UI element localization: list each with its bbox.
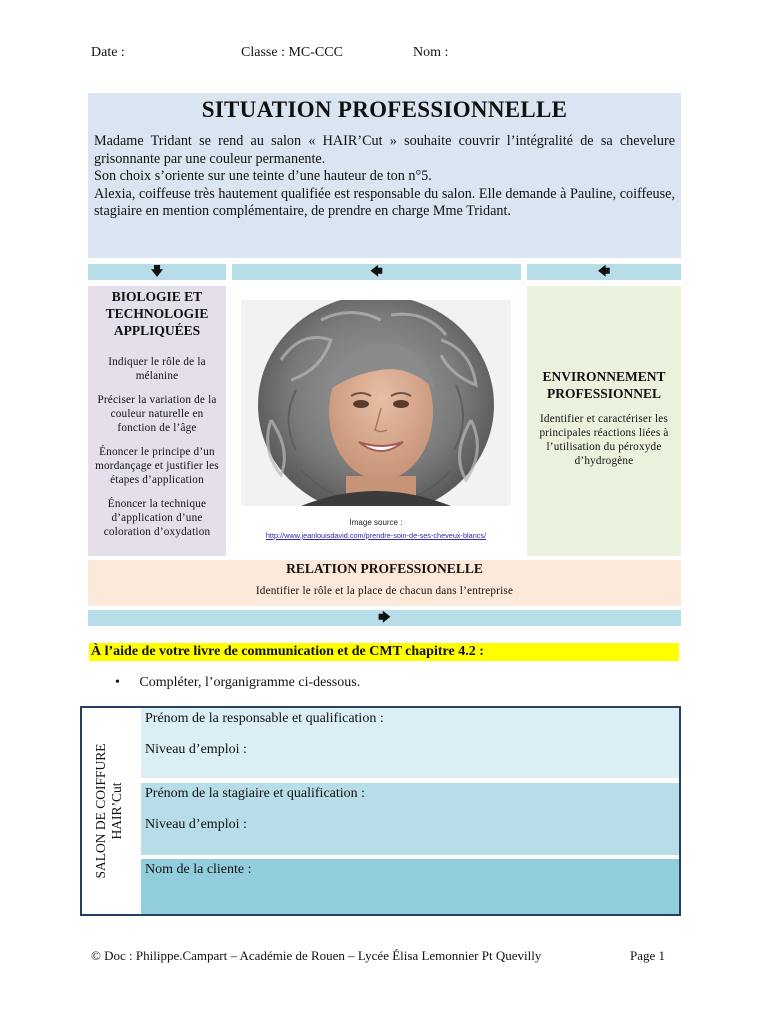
biology-box [88,286,226,556]
situation-title: SITUATION PROFESSIONNELLE [201,97,568,122]
situation-line: Son choix s’oriente sur une teinte d’une hauteur de ton n°5. [94,168,432,184]
arrow-right-bar [88,610,681,626]
org-side-label-box [82,708,136,914]
environment-box [527,286,681,556]
instruction-text: À l’aide de votre livre de communication et de CMT chapitre 4.2 : [89,643,679,661]
environment-title: ENVIRONNEMENT PROFESSIONNEL [542,369,666,401]
arrow-left-icon: 🡄 [370,263,383,278]
org-row-responsable[interactable] [141,708,679,778]
image-source-label: Image source : [349,518,403,527]
relation-title: RELATION PROFESSIONELLE [286,561,483,576]
image-source-link[interactable]: http://www.jeanlouisdavid.com/prendre-soin-de-ses-cheveux-blancs/ [265,531,487,540]
client-photo [241,300,511,506]
arrow-right-icon: 🡆 [378,609,391,624]
biology-title: BIOLOGIE ET TECHNOLOGIE APPLIQUÉES [105,289,209,338]
org-side-label [93,743,125,878]
arrow-down-bar [88,264,226,280]
class-label: Classe : MC-CCC [241,45,343,60]
date-label: Date : [91,45,125,60]
org-row-sublabel: Niveau d’emploi : [145,817,247,832]
situation-box [88,93,681,258]
org-side-label-line: SALON DE COIFFURE [93,743,108,879]
org-row-label: Prénom de la stagiaire et qualification : [145,786,366,801]
org-row-label: Nom de la cliente : [145,862,252,877]
bullet-item [115,675,360,691]
arrow-left-bar [232,264,521,280]
situation-text [94,133,675,221]
biology-item: Indiquer le rôle de la mélanine [108,356,206,382]
situation-line: Madame Tridant se rend au salon « HAIR’Cut » souhaite couvrir l’intégralité de sa chevelure grisonnante par une couleur permanente. [94,133,675,167]
biology-item: Énoncer la technique d’application d’une coloration d’oxydation [103,498,211,538]
arrow-left-icon: 🡄 [597,263,611,278]
arrow-down-icon: 🡇 [150,263,164,278]
name-label: Nom : [413,45,449,60]
org-row-sublabel: Niveau d’emploi : [145,742,247,757]
org-row-label: Prénom de la responsable et qualification : [145,711,384,726]
footer-credit: © Doc : Philippe.Campart – Académie de Rouen – Lycée Élisa Lemonnier Pt Quevilly [91,948,542,963]
bullet-text: Compléter, l’organigramme ci-dessous. [139,675,361,690]
org-row-stagiaire[interactable] [141,783,679,855]
bullet-icon: • [115,675,120,690]
org-side-label-line: HAIR’Cut [109,782,124,840]
page-number: Page 1 [630,948,666,963]
relation-item: Identifier le rôle et la place de chacun dans l’entreprise [255,585,514,597]
biology-item: Énoncer le principe d’un mordançage et justifier les étapes d’application [95,446,219,486]
situation-line: Alexia, coiffeuse très hautement qualifiée est responsable du salon. Elle demande à Pauline, coiffeuse, stagiaire en mention complémentaire, de prendre en charge Mme Tridant. [94,185,675,219]
relation-box [88,560,681,606]
org-row-cliente[interactable] [141,859,679,914]
arrow-left-bar [527,264,681,280]
biology-item: Préciser la variation de la couleur naturelle en fonction de l’âge [97,394,217,434]
environment-item: Identifier et caractériser les principales réactions liées à l’utilisation du péroxyde d’hydrogène [539,413,669,467]
